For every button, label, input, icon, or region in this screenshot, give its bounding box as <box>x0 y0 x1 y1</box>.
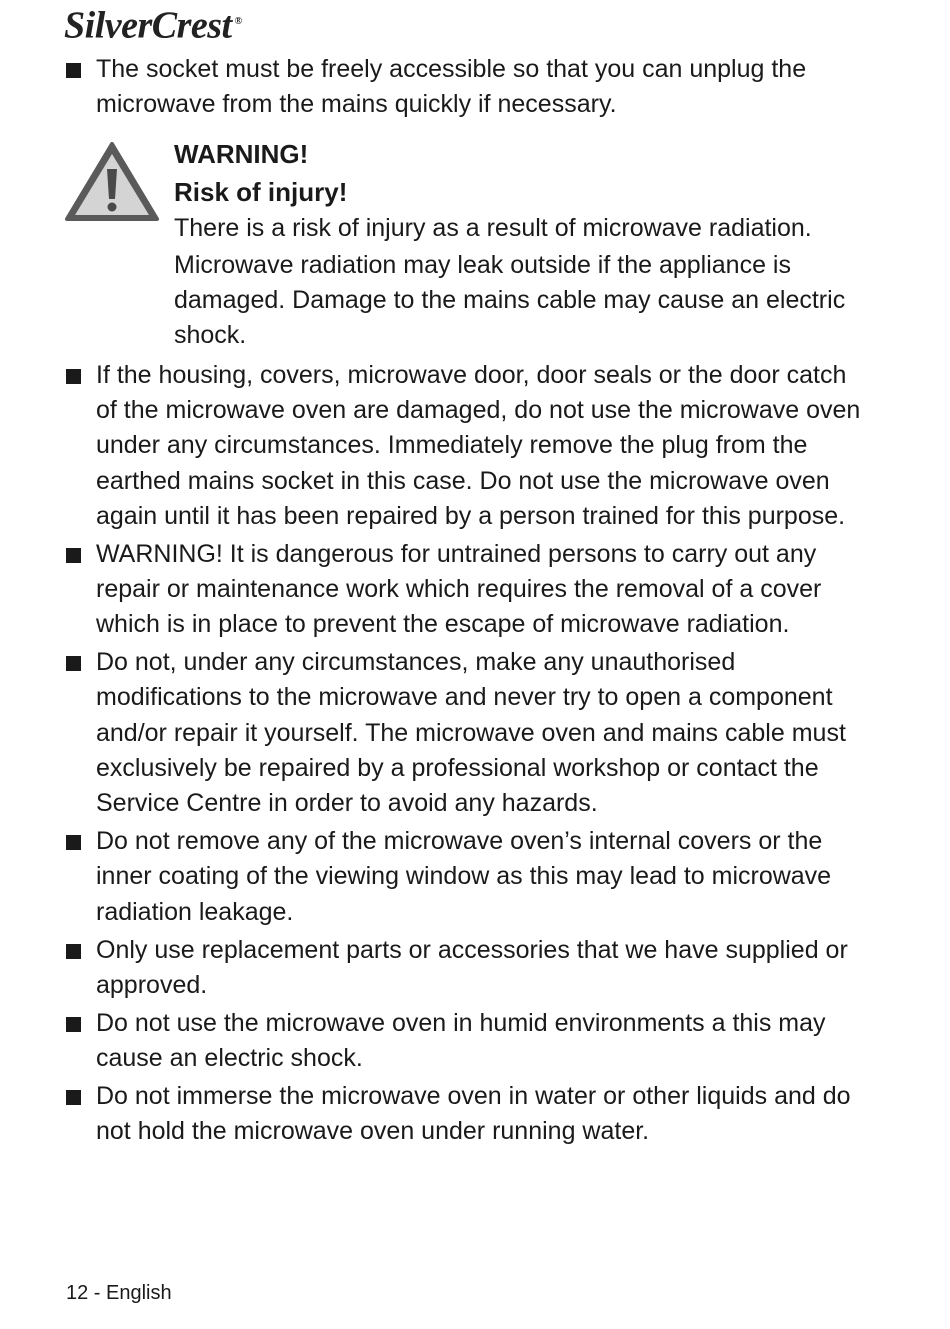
page-footer: 12 - English <box>66 1282 172 1304</box>
square-bullet-icon <box>66 944 81 959</box>
list-item-text: WARNING! It is dangerous for untrained persons to carry out any repair or maintenance work which requires the removal of a cover which is in place to prevent the escape of microwave radiation. <box>96 539 822 639</box>
warning-text: There is a risk of injury as a result of microwave radiation. <box>174 213 812 242</box>
list-item <box>64 537 864 643</box>
list-item-text: If the housing, covers, microwave door, door seals or the door catch of the microwave oven are damaged, do not use the microwave oven under any circumstances. Immediately remove the plug from the earthed mains socket in this case. Do not use the microwave oven again until it has been repaired by a person trained for this purpose. <box>96 360 861 530</box>
list-item <box>64 52 864 123</box>
square-bullet-icon <box>66 656 81 671</box>
registered-mark: ® <box>234 16 242 27</box>
list-item <box>64 645 864 821</box>
list-item <box>64 1079 864 1150</box>
warning-text: Microwave radiation may leak outside if the appliance is damaged. Damage to the mains cable may cause an electric shock. <box>174 250 846 350</box>
list-item <box>64 824 864 930</box>
brand-logo-text: SilverCrest <box>64 4 232 47</box>
warning-subtitle: Risk of injury! <box>174 176 348 207</box>
square-bullet-icon <box>66 548 81 563</box>
safety-instructions <box>64 52 864 1152</box>
warning-title: WARNING! <box>174 138 309 169</box>
square-bullet-icon <box>66 63 81 78</box>
list-item-text: Do not immerse the microwave oven in water or other liquids and do not hold the microwave oven under running water. <box>96 1081 851 1146</box>
list-item <box>64 1006 864 1077</box>
list-item <box>64 358 864 534</box>
list-item-text: Do not, under any circumstances, make any unauthorised modifications to the microwave and never try to open a component and/or repair it yourself. The microwave oven and mains cable must exclusively be repaired by a professional workshop or contact the Service Centre in order to avoid any hazards. <box>96 648 846 818</box>
square-bullet-icon <box>66 835 81 850</box>
brand-logo <box>64 2 242 46</box>
square-bullet-icon <box>66 369 81 384</box>
list-item-text: The socket must be freely accessible so that you can unplug the microwave from the mains quickly if necessary. <box>96 55 807 119</box>
square-bullet-icon <box>66 1017 81 1032</box>
list-item-text: Only use replacement parts or accessories that we have supplied or approved. <box>96 935 848 999</box>
list-item-text: Do not remove any of the microwave oven’s internal covers or the inner coating of the viewing window as this may lead to microwave radiation leakage. <box>96 827 832 926</box>
warning-block <box>64 135 864 354</box>
list-item-text: Do not use the microwave oven in humid environments a this may cause an electric shock. <box>96 1008 826 1072</box>
square-bullet-icon <box>66 1090 81 1105</box>
list-item <box>64 933 864 1004</box>
warning-triangle-icon <box>64 141 160 223</box>
